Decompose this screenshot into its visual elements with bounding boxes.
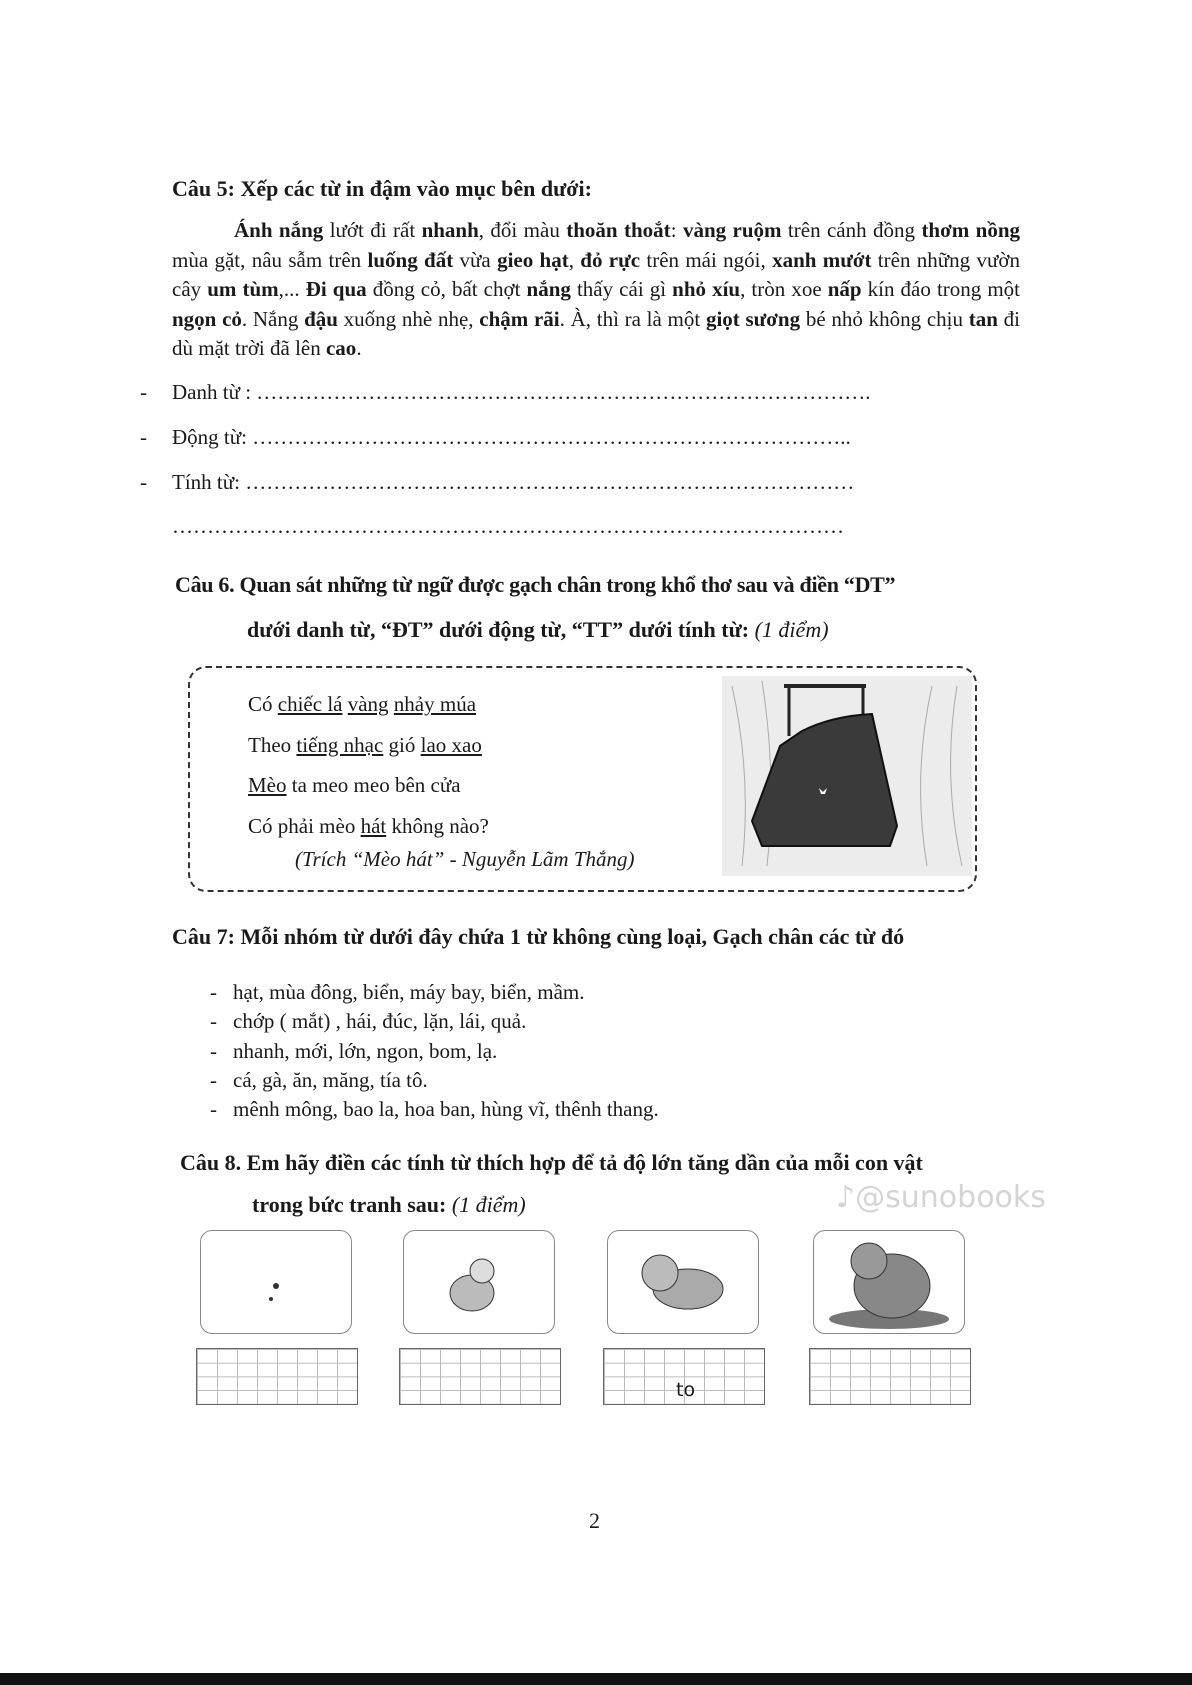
- underlined-word: vàng: [347, 692, 389, 716]
- text-segment: đi dù mặt trời đã lên: [172, 306, 1020, 361]
- text-segment: mùa gặt, nâu sẫm trên: [172, 247, 368, 272]
- field-tinh-tu: [140, 470, 855, 495]
- text-segment: Theo: [248, 732, 297, 757]
- text-segment: gió: [383, 732, 421, 757]
- list-item: [210, 1095, 659, 1124]
- text-segment: , tròn xoe: [740, 277, 828, 302]
- list-item: [210, 1066, 659, 1095]
- word-group: chớp ( mắt) , hái, đúc, lặn, lái, quả.: [233, 1009, 527, 1034]
- text-segment: ,: [568, 247, 581, 272]
- dash: -: [210, 1067, 217, 1092]
- underlined-word: tiếng nhạc: [296, 732, 384, 757]
- text-segment: không nào?: [386, 813, 489, 838]
- q6-title: Câu 6. Quan sát những từ ngữ được gạch chân trong khổ thơ sau và điền “DT”: [175, 572, 896, 597]
- underlined-word: chiếc lá: [277, 692, 343, 716]
- bold-word: thoăn thoắt: [566, 218, 671, 242]
- bold-word: chậm rãi: [479, 306, 560, 331]
- poem-citation: (Trích “Mèo hát” - Nguyễn Lãm Thắng): [295, 847, 635, 871]
- answer-grid-2[interactable]: [399, 1348, 561, 1405]
- field-danh-tu: [140, 380, 871, 405]
- text-segment: , đổi màu: [478, 218, 567, 242]
- text-segment: bé nhỏ không chịu: [800, 306, 969, 331]
- bold-word: thơm nồng: [921, 218, 1020, 242]
- animal-picture-2: [403, 1230, 555, 1334]
- underlined-word: lao xao: [420, 732, 482, 757]
- poem-line: [248, 765, 489, 806]
- bold-word: giọt sương: [705, 306, 801, 331]
- word-group: hạt, mùa đông, biển, máy bay, biển, mầm.: [233, 980, 585, 1004]
- list-item: [210, 1037, 659, 1066]
- text-segment: xuống nhè nhẹ,: [337, 306, 480, 331]
- q8-points: (1 điểm): [451, 1192, 526, 1217]
- word-group: mênh mông, bao la, hoa ban, hùng vĩ, thênh thang.: [233, 1097, 659, 1122]
- bold-word: um tùm: [207, 277, 279, 302]
- animal-picture-1: [200, 1230, 352, 1334]
- bold-word: nhanh: [421, 218, 479, 242]
- text-segment: .: [356, 336, 362, 361]
- text-segment: . Nắng: [241, 306, 305, 331]
- animal-picture-3: [607, 1230, 759, 1334]
- text-segment: kín đáo trong một: [861, 277, 1021, 302]
- bold-word: đậu: [304, 306, 338, 331]
- q8-subtitle: [252, 1192, 526, 1218]
- text-segment: trên mái ngói,: [640, 247, 773, 272]
- answer-grid-3[interactable]: [603, 1348, 765, 1405]
- underlined-word: Mèo: [248, 773, 287, 797]
- q8-title: Câu 8. Em hãy điền các tính từ thích hợp để tả độ lớn tăng dần của mỗi con vật: [180, 1150, 923, 1175]
- answer-text: to: [676, 1379, 696, 1401]
- bold-word: vàng ruộm: [682, 218, 782, 242]
- text-segment: vừa: [453, 247, 498, 272]
- bold-word: nấp: [827, 277, 862, 302]
- dash: -: [210, 1009, 217, 1034]
- text-segment: trên cánh đồng: [781, 218, 922, 242]
- dash: -: [140, 425, 147, 449]
- poem-line: [248, 806, 489, 847]
- text-segment: thấy cái gì: [570, 277, 673, 302]
- text-segment: trên những vườn cây: [172, 247, 1020, 302]
- text-segment: Có: [248, 692, 278, 716]
- bold-word: luống đất: [367, 247, 454, 272]
- answer-grid-1[interactable]: [196, 1348, 358, 1405]
- field-label: Động từ: …………………………………………………………………………..: [172, 425, 851, 449]
- text-segment: đồng cỏ, bất chợt: [366, 277, 527, 302]
- q6-instruction: dưới danh từ, “ĐT” dưới động từ, “TT” dưới tính từ:: [247, 617, 755, 642]
- bold-word: gieo hạt: [497, 247, 569, 272]
- bold-word: Ánh nắng: [234, 218, 324, 242]
- list-item: [210, 1007, 659, 1036]
- underlined-word: nhảy múa: [393, 692, 477, 716]
- animal-picture-4: [813, 1230, 965, 1334]
- dash: -: [210, 1097, 217, 1122]
- bold-word: tan: [968, 306, 998, 331]
- q5-title: Câu 5: Xếp các từ in đậm vào mục bên dưới:: [172, 176, 592, 201]
- field-label: Tính từ: ……………………………………………………………………………: [172, 470, 855, 494]
- q7-list: [210, 978, 659, 1124]
- dash: -: [210, 980, 217, 1004]
- text-segment: ,...: [278, 277, 306, 302]
- field-dong-tu: [140, 425, 851, 450]
- answer-grid-4[interactable]: [809, 1348, 971, 1405]
- bold-word: nắng: [526, 277, 571, 302]
- text-segment: . À, thì ra là một: [559, 306, 706, 331]
- text-segment: Có phải mèo: [248, 813, 361, 838]
- poem-line: [248, 684, 489, 725]
- bold-word: cao: [325, 336, 357, 361]
- poem: [248, 684, 489, 846]
- q6-points: (1 điểm): [754, 617, 829, 642]
- field-extra-line: ……………………………………………………………………………………: [172, 514, 844, 538]
- list-item: [210, 978, 659, 1007]
- word-group: cá, gà, ăn, măng, tía tô.: [233, 1067, 428, 1092]
- cat-window-illustration: [722, 676, 972, 876]
- watermark: ♪@sunobooks: [836, 1180, 1046, 1215]
- underlined-word: hát: [360, 813, 387, 838]
- q8-instruction: trong bức tranh sau:: [252, 1192, 452, 1217]
- q5-paragraph: [172, 216, 1020, 364]
- text-segment: :: [670, 218, 683, 242]
- bold-word: ngọn cỏ: [172, 306, 242, 331]
- dash: -: [140, 380, 147, 404]
- dash: -: [140, 470, 147, 494]
- text-segment: lướt đi rất: [323, 218, 422, 242]
- bold-word: Đi qua: [305, 277, 367, 302]
- bold-word: đỏ rực: [580, 247, 641, 272]
- text-segment: ta meo meo bên cửa: [286, 773, 461, 797]
- bold-word: nhỏ xíu: [672, 277, 741, 302]
- q6-subtitle: [247, 617, 829, 643]
- page-number: 2: [589, 1508, 600, 1533]
- word-group: nhanh, mới, lớn, ngon, bom, lạ.: [233, 1038, 498, 1063]
- bold-word: xanh mướt: [772, 247, 872, 272]
- q7-title: Câu 7: Mỗi nhóm từ dưới đây chứa 1 từ không cùng loại, Gạch chân các từ đó: [172, 924, 905, 949]
- dash: -: [210, 1038, 217, 1063]
- bottom-edge: [0, 1673, 1192, 1685]
- field-label: Danh từ : …………………………………………………………………………….: [172, 380, 871, 404]
- poem-line: [248, 725, 489, 766]
